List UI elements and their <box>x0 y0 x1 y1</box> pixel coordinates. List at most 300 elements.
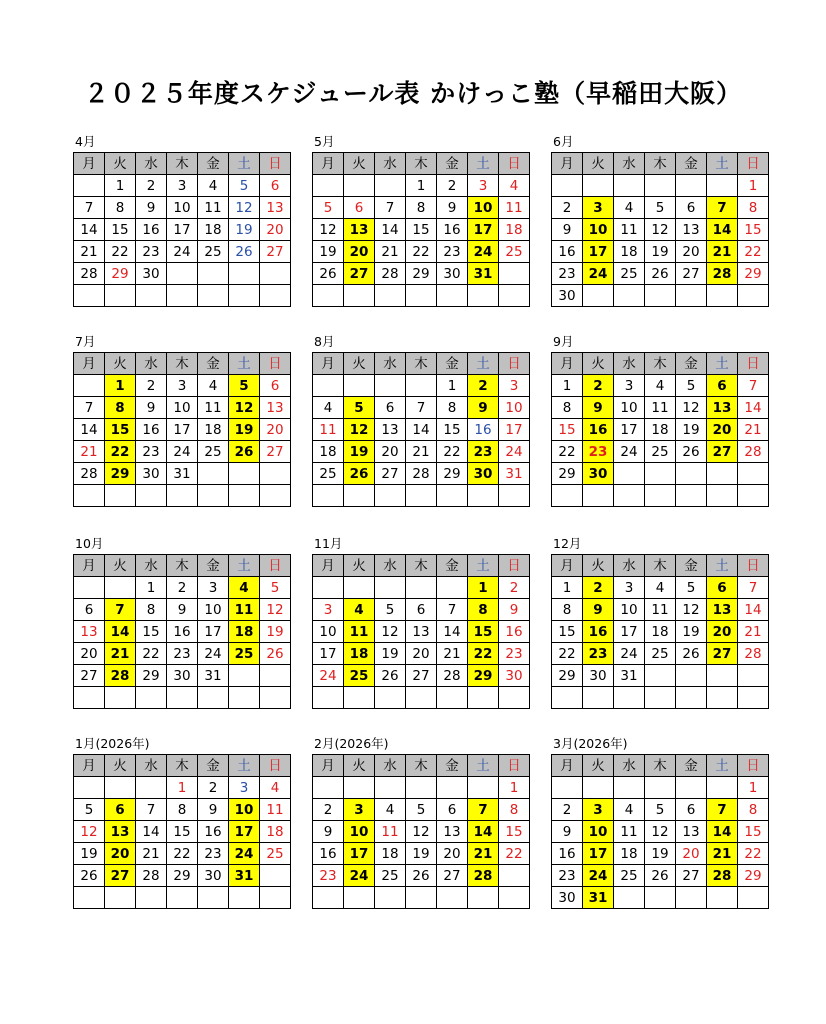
empty-day-cell <box>499 687 530 709</box>
day-cell: 17 <box>344 843 375 865</box>
month-label: 1月(2026年) <box>75 736 150 751</box>
week-row <box>74 687 291 709</box>
weekday-header: 水 <box>614 353 645 375</box>
empty-day-cell <box>375 687 406 709</box>
empty-day-cell <box>229 285 260 307</box>
empty-day-cell <box>229 263 260 285</box>
empty-day-cell <box>437 577 468 599</box>
day-cell: 29 <box>105 463 136 485</box>
day-cell: 26 <box>375 665 406 687</box>
day-cell: 14 <box>707 821 738 843</box>
empty-day-cell <box>136 887 167 909</box>
weekday-header: 火 <box>105 555 136 577</box>
day-cell: 8 <box>437 397 468 419</box>
day-cell: 15 <box>552 419 583 441</box>
weekday-header: 月 <box>74 755 105 777</box>
day-cell: 1 <box>552 577 583 599</box>
weekday-header: 月 <box>74 153 105 175</box>
day-cell: 7 <box>74 397 105 419</box>
week-row <box>313 397 530 419</box>
empty-day-cell <box>375 577 406 599</box>
weekday-header: 土 <box>707 755 738 777</box>
day-cell: 23 <box>552 263 583 285</box>
weekday-header: 土 <box>229 153 260 175</box>
day-cell: 6 <box>74 599 105 621</box>
day-cell: 22 <box>437 441 468 463</box>
day-cell: 20 <box>375 441 406 463</box>
day-cell: 19 <box>344 441 375 463</box>
empty-day-cell <box>229 485 260 507</box>
weekday-header: 土 <box>707 555 738 577</box>
empty-day-cell <box>198 285 229 307</box>
empty-day-cell <box>614 285 645 307</box>
day-cell: 12 <box>645 219 676 241</box>
month-label: 4月 <box>75 134 96 149</box>
weekday-header: 木 <box>406 353 437 375</box>
day-cell: 19 <box>676 419 707 441</box>
empty-day-cell <box>645 887 676 909</box>
weekday-header: 月 <box>74 353 105 375</box>
day-cell: 28 <box>74 263 105 285</box>
empty-day-cell <box>105 485 136 507</box>
empty-day-cell <box>105 577 136 599</box>
day-cell: 9 <box>583 599 614 621</box>
week-row <box>552 397 769 419</box>
month-table <box>73 554 291 709</box>
day-cell: 13 <box>707 599 738 621</box>
day-cell: 10 <box>167 397 198 419</box>
weekday-header: 水 <box>136 153 167 175</box>
month-table <box>551 352 769 507</box>
day-cell: 4 <box>260 777 291 799</box>
day-cell: 12 <box>229 397 260 419</box>
month-label: 12月 <box>553 536 582 551</box>
day-cell: 3 <box>583 799 614 821</box>
day-cell: 1 <box>499 777 530 799</box>
empty-day-cell <box>437 887 468 909</box>
empty-day-cell <box>645 665 676 687</box>
weekday-header: 月 <box>313 755 344 777</box>
empty-day-cell <box>614 887 645 909</box>
month-calendar <box>312 736 523 909</box>
day-cell: 9 <box>552 219 583 241</box>
day-cell: 4 <box>344 599 375 621</box>
day-cell: 9 <box>583 397 614 419</box>
empty-day-cell <box>105 687 136 709</box>
week-row <box>552 687 769 709</box>
day-cell: 18 <box>375 843 406 865</box>
weekday-header-row <box>552 153 769 175</box>
empty-day-cell <box>583 777 614 799</box>
day-cell: 1 <box>105 375 136 397</box>
empty-day-cell <box>313 285 344 307</box>
empty-day-cell <box>229 887 260 909</box>
day-cell: 23 <box>136 441 167 463</box>
empty-day-cell <box>437 485 468 507</box>
day-cell: 10 <box>583 821 614 843</box>
weekday-header: 火 <box>105 353 136 375</box>
day-cell: 17 <box>229 821 260 843</box>
day-cell: 7 <box>375 197 406 219</box>
day-cell: 7 <box>136 799 167 821</box>
day-cell: 11 <box>260 799 291 821</box>
weekday-header-row <box>313 353 530 375</box>
month-table <box>73 352 291 507</box>
day-cell: 26 <box>676 441 707 463</box>
day-cell: 8 <box>738 197 769 219</box>
day-cell: 3 <box>468 175 499 197</box>
day-cell: 27 <box>707 643 738 665</box>
weekday-header: 金 <box>676 555 707 577</box>
week-row <box>552 419 769 441</box>
empty-day-cell <box>707 777 738 799</box>
month-calendar <box>312 536 523 709</box>
day-cell: 17 <box>167 219 198 241</box>
day-cell: 24 <box>499 441 530 463</box>
day-cell: 18 <box>614 241 645 263</box>
day-cell: 3 <box>614 375 645 397</box>
empty-day-cell <box>74 687 105 709</box>
day-cell: 10 <box>344 821 375 843</box>
day-cell: 6 <box>676 197 707 219</box>
day-cell: 18 <box>229 621 260 643</box>
empty-day-cell <box>136 285 167 307</box>
day-cell: 12 <box>375 621 406 643</box>
day-cell: 16 <box>583 419 614 441</box>
day-cell: 19 <box>375 643 406 665</box>
week-row <box>313 263 530 285</box>
day-cell: 1 <box>136 577 167 599</box>
empty-day-cell <box>645 485 676 507</box>
day-cell: 21 <box>468 843 499 865</box>
day-cell: 19 <box>229 219 260 241</box>
day-cell: 29 <box>105 263 136 285</box>
weekday-header: 金 <box>676 153 707 175</box>
day-cell: 28 <box>105 665 136 687</box>
week-row <box>552 777 769 799</box>
weekday-header: 木 <box>167 353 198 375</box>
day-cell: 14 <box>406 419 437 441</box>
weekday-header: 火 <box>583 555 614 577</box>
day-cell: 17 <box>499 419 530 441</box>
day-cell: 21 <box>136 843 167 865</box>
week-row <box>313 175 530 197</box>
empty-day-cell <box>468 887 499 909</box>
weekday-header: 日 <box>260 555 291 577</box>
day-cell: 13 <box>74 621 105 643</box>
day-cell: 3 <box>198 577 229 599</box>
day-cell: 22 <box>738 241 769 263</box>
weekday-header: 火 <box>105 153 136 175</box>
empty-day-cell <box>136 687 167 709</box>
day-cell: 3 <box>167 175 198 197</box>
empty-day-cell <box>676 665 707 687</box>
day-cell: 14 <box>738 397 769 419</box>
week-row <box>552 197 769 219</box>
day-cell: 29 <box>552 665 583 687</box>
day-cell: 24 <box>614 441 645 463</box>
month-label: 7月 <box>75 334 96 349</box>
week-row <box>74 887 291 909</box>
day-cell: 16 <box>198 821 229 843</box>
weekday-header: 金 <box>437 353 468 375</box>
day-cell: 16 <box>552 843 583 865</box>
day-cell: 25 <box>645 441 676 463</box>
day-cell: 6 <box>375 397 406 419</box>
empty-day-cell <box>468 285 499 307</box>
empty-day-cell <box>583 687 614 709</box>
empty-day-cell <box>676 175 707 197</box>
day-cell: 24 <box>167 241 198 263</box>
month-table <box>312 152 530 307</box>
day-cell: 27 <box>344 263 375 285</box>
empty-day-cell <box>645 687 676 709</box>
day-cell: 5 <box>313 197 344 219</box>
day-cell: 4 <box>375 799 406 821</box>
day-cell: 25 <box>313 463 344 485</box>
week-row <box>74 777 291 799</box>
day-cell: 4 <box>614 799 645 821</box>
day-cell: 5 <box>74 799 105 821</box>
weekday-header: 火 <box>583 353 614 375</box>
day-cell: 1 <box>167 777 198 799</box>
week-row <box>313 621 530 643</box>
empty-day-cell <box>344 777 375 799</box>
day-cell: 17 <box>198 621 229 643</box>
month-label: 9月 <box>553 334 574 349</box>
empty-day-cell <box>738 463 769 485</box>
empty-day-cell <box>74 375 105 397</box>
week-row <box>74 865 291 887</box>
day-cell: 21 <box>74 241 105 263</box>
day-cell: 29 <box>468 665 499 687</box>
day-cell: 27 <box>74 665 105 687</box>
empty-day-cell <box>614 175 645 197</box>
day-cell: 30 <box>552 285 583 307</box>
day-cell: 25 <box>260 843 291 865</box>
day-cell: 4 <box>229 577 260 599</box>
day-cell: 9 <box>136 197 167 219</box>
empty-day-cell <box>406 577 437 599</box>
day-cell: 31 <box>499 463 530 485</box>
weekday-header: 土 <box>229 755 260 777</box>
week-row <box>74 577 291 599</box>
day-cell: 26 <box>676 643 707 665</box>
weekday-header: 木 <box>406 555 437 577</box>
day-cell: 3 <box>167 375 198 397</box>
day-cell: 29 <box>437 463 468 485</box>
empty-day-cell <box>676 887 707 909</box>
day-cell: 7 <box>468 799 499 821</box>
empty-day-cell <box>614 687 645 709</box>
day-cell: 26 <box>313 263 344 285</box>
day-cell: 11 <box>375 821 406 843</box>
week-row <box>74 175 291 197</box>
day-cell: 9 <box>198 799 229 821</box>
day-cell: 27 <box>437 865 468 887</box>
weekday-header: 火 <box>105 755 136 777</box>
day-cell: 12 <box>676 599 707 621</box>
empty-day-cell <box>313 375 344 397</box>
day-cell: 24 <box>229 843 260 865</box>
month-calendar <box>73 736 284 909</box>
day-cell: 17 <box>167 419 198 441</box>
weekday-header: 日 <box>499 755 530 777</box>
day-cell: 18 <box>260 821 291 843</box>
day-cell: 10 <box>614 599 645 621</box>
empty-day-cell <box>74 777 105 799</box>
weekday-header: 月 <box>74 555 105 577</box>
day-cell: 11 <box>198 197 229 219</box>
day-cell: 9 <box>437 197 468 219</box>
weekday-header: 水 <box>375 755 406 777</box>
day-cell: 6 <box>105 799 136 821</box>
day-cell: 6 <box>260 375 291 397</box>
empty-day-cell <box>707 687 738 709</box>
day-cell: 10 <box>229 799 260 821</box>
day-cell: 14 <box>375 219 406 241</box>
week-row <box>552 485 769 507</box>
day-cell: 20 <box>437 843 468 865</box>
day-cell: 12 <box>645 821 676 843</box>
week-row <box>74 621 291 643</box>
day-cell: 21 <box>738 419 769 441</box>
month-calendar <box>73 536 284 709</box>
week-row <box>313 463 530 485</box>
weekday-header: 日 <box>499 555 530 577</box>
weekday-header-row <box>74 755 291 777</box>
day-cell: 19 <box>645 241 676 263</box>
week-row <box>552 463 769 485</box>
day-cell: 3 <box>313 599 344 621</box>
weekday-header: 金 <box>198 353 229 375</box>
day-cell: 25 <box>375 865 406 887</box>
empty-day-cell <box>676 285 707 307</box>
month-label: 5月 <box>314 134 335 149</box>
empty-day-cell <box>344 285 375 307</box>
week-row <box>313 665 530 687</box>
weekday-header: 土 <box>707 153 738 175</box>
day-cell: 5 <box>406 799 437 821</box>
empty-day-cell <box>676 777 707 799</box>
day-cell: 16 <box>499 621 530 643</box>
day-cell: 11 <box>344 621 375 643</box>
day-cell: 28 <box>707 865 738 887</box>
week-row <box>313 821 530 843</box>
day-cell: 28 <box>738 643 769 665</box>
empty-day-cell <box>406 777 437 799</box>
empty-day-cell <box>437 687 468 709</box>
empty-day-cell <box>614 485 645 507</box>
empty-day-cell <box>136 777 167 799</box>
day-cell: 7 <box>738 577 769 599</box>
week-row <box>552 599 769 621</box>
empty-day-cell <box>499 887 530 909</box>
week-row <box>552 577 769 599</box>
weekday-header: 金 <box>198 755 229 777</box>
weekday-header: 火 <box>583 755 614 777</box>
weekday-header: 日 <box>738 153 769 175</box>
page-title: ２０２５年度スケジュール表 かけっこ塾（早稲田大阪） <box>83 79 743 108</box>
empty-day-cell <box>313 577 344 599</box>
weekday-header: 月 <box>552 755 583 777</box>
week-row <box>552 665 769 687</box>
day-cell: 26 <box>344 463 375 485</box>
day-cell: 30 <box>136 463 167 485</box>
day-cell: 21 <box>437 643 468 665</box>
empty-day-cell <box>313 887 344 909</box>
weekday-header: 水 <box>136 755 167 777</box>
weekday-header: 水 <box>375 153 406 175</box>
week-row <box>74 821 291 843</box>
weekday-header: 月 <box>313 153 344 175</box>
day-cell: 11 <box>614 821 645 843</box>
month-label: 10月 <box>75 536 104 551</box>
week-row <box>552 175 769 197</box>
empty-day-cell <box>583 175 614 197</box>
day-cell: 21 <box>406 441 437 463</box>
weekday-header: 水 <box>614 153 645 175</box>
empty-day-cell <box>229 687 260 709</box>
weekday-header-row <box>74 353 291 375</box>
day-cell: 15 <box>468 621 499 643</box>
day-cell: 2 <box>313 799 344 821</box>
day-cell: 31 <box>198 665 229 687</box>
day-cell: 22 <box>136 643 167 665</box>
day-cell: 8 <box>406 197 437 219</box>
day-cell: 18 <box>499 219 530 241</box>
empty-day-cell <box>406 285 437 307</box>
week-row <box>552 821 769 843</box>
day-cell: 26 <box>260 643 291 665</box>
day-cell: 18 <box>198 419 229 441</box>
month-calendar <box>551 334 762 507</box>
day-cell: 4 <box>645 577 676 599</box>
week-row <box>313 687 530 709</box>
day-cell: 18 <box>645 419 676 441</box>
day-cell: 27 <box>375 463 406 485</box>
empty-day-cell <box>344 175 375 197</box>
weekday-header: 日 <box>499 353 530 375</box>
day-cell: 20 <box>707 419 738 441</box>
weekday-header: 火 <box>344 153 375 175</box>
day-cell: 9 <box>468 397 499 419</box>
day-cell: 30 <box>167 665 198 687</box>
day-cell: 6 <box>437 799 468 821</box>
day-cell: 25 <box>229 643 260 665</box>
day-cell: 8 <box>738 799 769 821</box>
day-cell: 8 <box>552 599 583 621</box>
week-row <box>74 263 291 285</box>
day-cell: 13 <box>375 419 406 441</box>
day-cell: 21 <box>74 441 105 463</box>
week-row <box>313 219 530 241</box>
day-cell: 5 <box>676 577 707 599</box>
empty-day-cell <box>645 463 676 485</box>
day-cell: 16 <box>136 419 167 441</box>
day-cell: 5 <box>344 397 375 419</box>
day-cell: 10 <box>614 397 645 419</box>
day-cell: 2 <box>136 375 167 397</box>
empty-day-cell <box>499 485 530 507</box>
day-cell: 1 <box>468 577 499 599</box>
day-cell: 9 <box>167 599 198 621</box>
week-row <box>74 219 291 241</box>
day-cell: 28 <box>707 263 738 285</box>
day-cell: 1 <box>552 375 583 397</box>
empty-day-cell <box>229 463 260 485</box>
day-cell: 30 <box>437 263 468 285</box>
